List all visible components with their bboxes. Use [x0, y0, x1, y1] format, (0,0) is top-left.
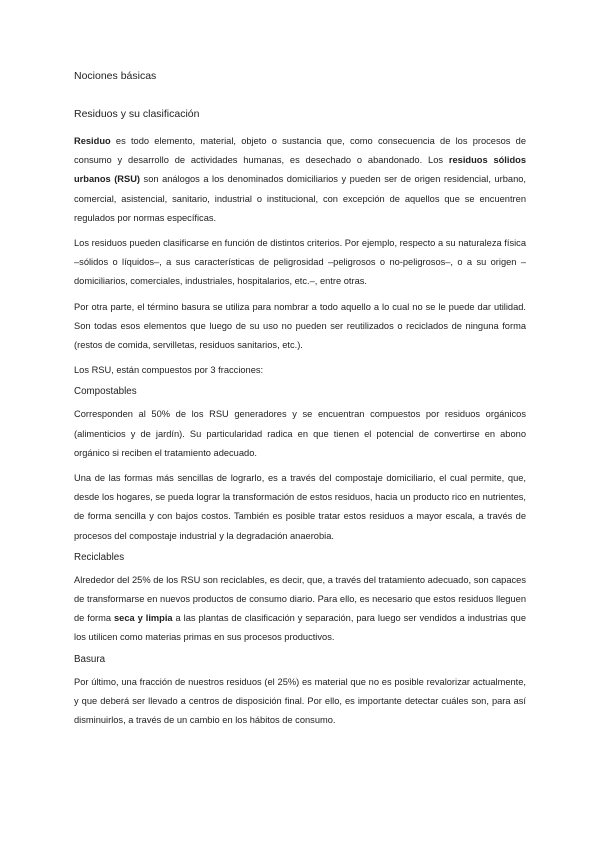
term-seca-limpia: seca y limpia [114, 613, 173, 624]
subheading-basura: Basura [74, 653, 106, 665]
paragraph-text: es todo elemento, material, objeto o sustancia que, como consecuencia de los procesos de consumo y desarrollo de actividades humanas, es desechado o abandonado. Los [74, 136, 526, 166]
term-residuo: Residuo [74, 136, 111, 146]
paragraph-fracciones: Los RSU, están compuestos por 3 fracciones: [74, 365, 264, 376]
paragraph-text: a las plantas de clasificación y separación, para luego ser vendidos a industrias que los utilicen como materias primas en sus procesos productivos. [74, 613, 526, 643]
section-heading: Residuos y su clasificación [74, 108, 200, 120]
paragraph-basura-definition: Por otra parte, el término basura se utiliza para nombrar a todo aquello a lo cual no se le puede dar utilidad. Son todas esos elementos que luego de su uso no pueden ser reutilizados o reciclados de ninguna forma (restos de comida, servilletas, residuos sanitarios, etc.). [74, 301, 526, 351]
paragraph-compostables-2: Una de las formas más sencillas de lograrlo, es a través del compostaje domiciliario, el cual permite, que, desde los hogares, se pueda lograr la transformación de estos residuos, hacia un producto rico en nutrientes, de forma sencilla y con bajos costos. También es posible tratar estos residuos a mayor escala, a través de procesos del compostaje industrial y la degradación anaerobia. [74, 473, 526, 541]
paragraph-compostables-1: Corresponden al 50% de los RSU generadores y se encuentran compuestos por residuos orgánicos (alimenticios y de jardín). Su particularidad radica en que tienen el potencial de convertirse en abono orgánico si reciben el tratamiento adecuado. [74, 409, 526, 458]
paragraph-reciclables [74, 571, 526, 648]
paragraph-basura: Por último, una fracción de nuestros residuos (el 25%) es material que no es posible revalorizar actualmente, y que deberá ser llevado a centros de disposición final. Por ello, es importante detectar cuáles son, para así disminuirlos, a través de un cambio en los hábitos de consumo. [74, 676, 526, 726]
paragraph-text: son análogos a los denominados domiciliarios y pueden ser de origen residencial, urbano, comercial, asistencial, sanitario, industrial o institucional, con excepción de aquellos que se encuentren regulados por normas específicas. [74, 174, 526, 223]
paragraph-clasificacion: Los residuos pueden clasificarse en función de distintos criterios. Por ejemplo, respecto a su naturaleza física –sólidos o líquidos–, a sus características de peligrosidad –peligrosos o no-peligrosos–, o a su origen –domiciliarios, comerciales, industriales, hospitalarios, etc.–, entre otras. [74, 238, 526, 287]
term-rsu: residuos sólidos urbanos (RSU) [74, 155, 526, 185]
paragraph-text: Alrededor del 25% de los RSU son reciclables, es decir, que, a través del tratamiento adecuado, son capaces de transformarse en nuevos productos de consumo diario. Para ello, es necesario que estos residuos lleguen de forma [74, 574, 526, 624]
subheading-compostables: Compostables [74, 386, 137, 398]
paragraph-residuo-definition [74, 132, 526, 228]
document-title: Nociones básicas [74, 70, 157, 82]
subheading-reciclables: Reciclables [74, 551, 125, 563]
